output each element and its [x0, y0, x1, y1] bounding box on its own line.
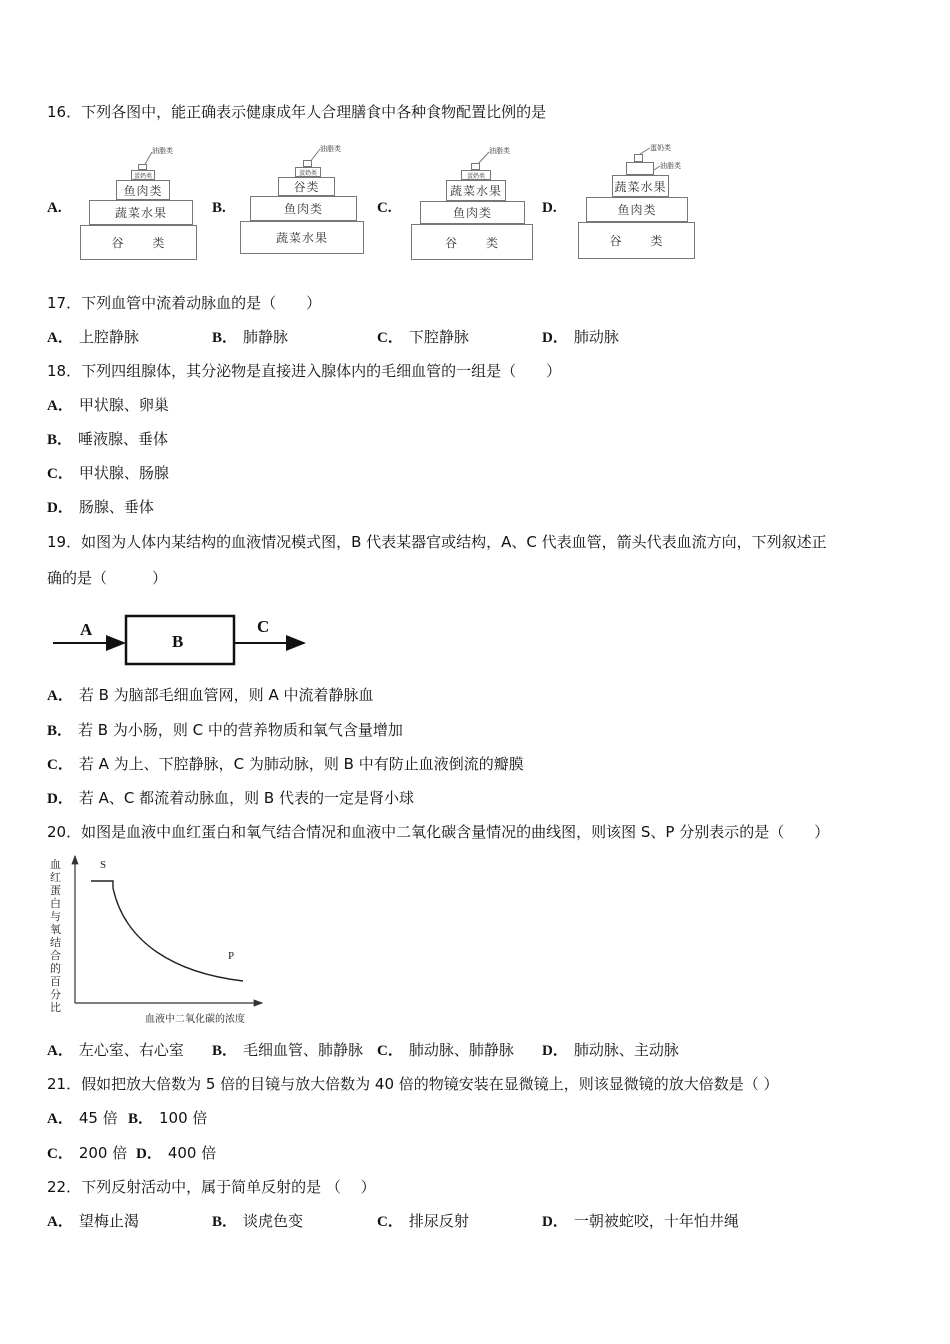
- tier-egg-milk: 蛋奶类: [461, 170, 491, 180]
- q20-curve-graph: [45, 848, 275, 1032]
- q20-option-a[interactable]: A． 左心室、右心室: [47, 1041, 184, 1059]
- q21-option-a[interactable]: A． 45 倍: [47, 1109, 118, 1127]
- q19-option-d[interactable]: D． 若 A、C 都流着动脉血，则 B 代表的一定是肾小球: [47, 789, 414, 807]
- q18-option-d[interactable]: D． 肠腺、垂体: [47, 498, 154, 516]
- question-22-stem: 22．下列反射活动中，属于简单反射的是 （ ）: [47, 1178, 376, 1196]
- tier-veg-fruit: 蔬菜水果: [446, 180, 506, 201]
- oil-label: 油脂类: [152, 147, 173, 155]
- tier-egg-milk: 蛋奶类: [131, 170, 155, 180]
- tier-egg-milk: [634, 154, 643, 162]
- egg-milk-label: 蛋奶类: [650, 144, 671, 152]
- q20-option-b[interactable]: B． 毛细血管、肺静脉: [212, 1041, 364, 1059]
- q18-option-b[interactable]: B． 唾液腺、垂体: [47, 430, 169, 448]
- q16-pyramid-c: [411, 140, 533, 262]
- q16-pyramid-a: [80, 140, 200, 260]
- question-19-stem-line1: 19．如图为人体内某结构的血液情况模式图，B 代表某器官或结构，A、C 代表血管，箭头代表血流方向，下列叙述正: [47, 533, 827, 551]
- label-b: B: [172, 632, 184, 651]
- question-20-stem: 20．如图是血液中血红蛋白和氧气结合情况和血液中二氧化碳含量情况的曲线图，则该图 S、P 分别表示的是（ ）: [47, 823, 830, 841]
- tier-oil: [626, 162, 654, 175]
- q22-option-c[interactable]: C． 排尿反射: [377, 1212, 469, 1230]
- tier-veg-fruit: 蔬菜水果: [612, 175, 669, 197]
- tier-veg-fruit: 蔬菜水果: [240, 221, 364, 254]
- question-17-stem: 17．下列血管中流着动脉血的是（ ）: [47, 294, 322, 312]
- q16-option-a-label[interactable]: A.: [47, 200, 62, 216]
- q22-option-d[interactable]: D． 一朝被蛇咬，十年怕井绳: [542, 1212, 739, 1230]
- q21-option-c[interactable]: C． 200 倍: [47, 1144, 128, 1162]
- tier-egg-milk: 蛋奶类: [295, 167, 321, 177]
- x-axis-label: 血液中二氧化碳的浓度: [145, 1014, 245, 1025]
- q18-option-a[interactable]: A． 甲状腺、卵巢: [47, 396, 169, 414]
- tier-grain: 谷 类: [80, 225, 197, 260]
- q16-option-d-label[interactable]: D.: [542, 200, 557, 216]
- q17-option-c[interactable]: C． 下腔静脉: [377, 328, 469, 346]
- oil-label: 油脂类: [660, 162, 681, 170]
- s-label: S: [100, 859, 107, 871]
- oil-label: 油脂类: [489, 147, 510, 155]
- y-axis-label: 血红蛋白与氧结合的百分比: [50, 858, 61, 1014]
- q17-option-d[interactable]: D． 肺动脉: [542, 328, 619, 346]
- q20-option-c[interactable]: C． 肺动脉、肺静脉: [377, 1041, 514, 1059]
- q16-pyramid-d: [578, 140, 696, 260]
- tier-oil: [303, 160, 312, 167]
- tier-oil: [471, 163, 480, 170]
- question-21-stem: 21．假如把放大倍数为 5 倍的目镜与放大倍数为 40 倍的物镜安装在显微镜上，则该显微镜的放大倍数是（ ）: [47, 1075, 779, 1093]
- tier-fish-meat: 鱼肉类: [116, 180, 170, 200]
- q18-option-c[interactable]: C． 甲状腺、肠腺: [47, 464, 169, 482]
- tier-fish-meat: 鱼肉类: [586, 197, 688, 222]
- q19-option-c[interactable]: C． 若 A 为上、下腔静脉，C 为肺动脉，则 B 中有防止血液倒流的瓣膜: [47, 755, 524, 773]
- oil-label: 油脂类: [320, 145, 341, 153]
- tier-veg-fruit: 蔬菜水果: [89, 200, 193, 225]
- q17-option-a[interactable]: A． 上腔静脉: [47, 328, 139, 346]
- p-label: P: [228, 950, 235, 962]
- tier-grain: 谷 类: [411, 224, 533, 260]
- q22-option-a[interactable]: A． 望梅止渴: [47, 1212, 139, 1230]
- q22-option-b[interactable]: B． 谈虎色变: [212, 1212, 304, 1230]
- q16-option-c-label[interactable]: C.: [377, 200, 392, 216]
- tier-fish-meat: 鱼肉类: [250, 196, 357, 221]
- question-19-stem-line2: 确的是（ ）: [47, 569, 168, 587]
- q17-option-b[interactable]: B． 肺静脉: [212, 328, 289, 346]
- tier-fish-meat: 鱼肉类: [420, 201, 525, 224]
- tier-grain: 谷类: [278, 177, 335, 196]
- q21-option-b[interactable]: B． 100 倍: [128, 1109, 208, 1127]
- curve-line: [91, 881, 243, 981]
- tier-grain: 谷 类: [578, 222, 695, 259]
- q21-option-d[interactable]: D． 400 倍: [136, 1144, 217, 1162]
- q20-option-d[interactable]: D． 肺动脉、主动脉: [542, 1041, 679, 1059]
- q19-option-a[interactable]: A． 若 B 为脑部毛细血管网，则 A 中流着静脉血: [47, 686, 374, 704]
- question-18-stem: 18．下列四组腺体，其分泌物是直接进入腺体内的毛细血管的一组是（ ）: [47, 362, 562, 380]
- q19-flow-diagram: [50, 610, 310, 674]
- q16-option-b-label[interactable]: B.: [212, 200, 226, 216]
- q19-option-b[interactable]: B． 若 B 为小肠，则 C 中的营养物质和氧气含量增加: [47, 721, 403, 739]
- q16-pyramid-b: [240, 137, 365, 257]
- label-c: C: [257, 617, 270, 636]
- question-16-stem: 16．下列各图中，能正确表示健康成年人合理膳食中各种食物配置比例的是: [47, 103, 547, 121]
- label-a: A: [80, 620, 93, 639]
